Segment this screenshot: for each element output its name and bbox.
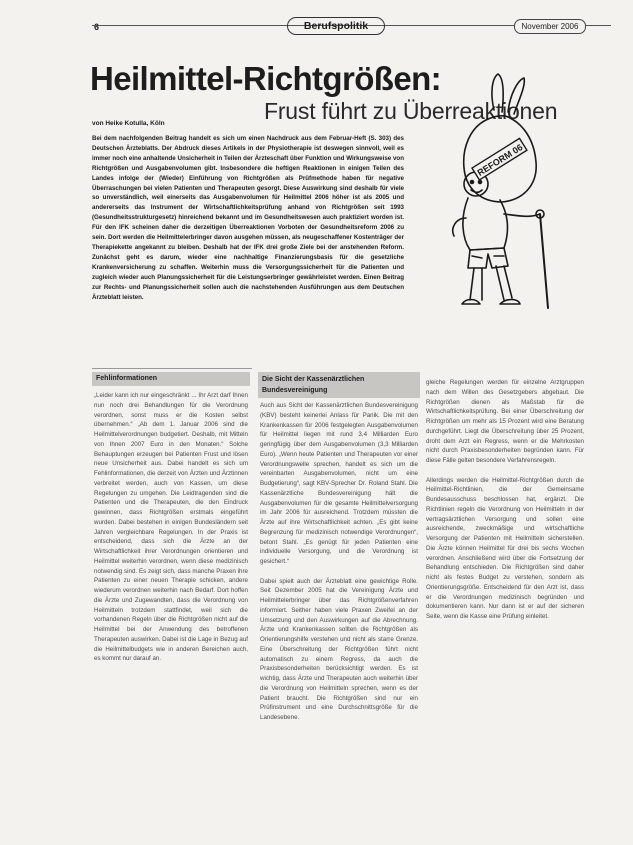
column-3 [426,378,584,622]
column-2 [260,401,418,723]
cartoon-illustration [420,68,580,323]
article-subtitle: Frust führt zu Überreaktionen [264,98,558,124]
cartoon-torso [463,198,508,250]
article-byline: von Heike Kotulla, Köln [92,120,165,127]
issue-date: November 2006 [514,19,586,34]
sack-label: REFORM 06 [475,142,525,178]
col3-paragraph: Allerdings werden die Heilmittel-Richtgrößen durch die Heilmittel-Richtlinien, die der Gemeinsame Bundesausschuss beschlossen hat, ergänzt. Die Richtlinien regeln die Verordnung von Heilmitteln in der vertragsärztlichen Versorgung und sollen eine ausreichende, zweckmäßige und wirtschaftliche Versorgung der Patienten mit Heilmitteln sicherstellen. Die Ärzte können Heilmittel für drei bis sechs Wochen verordnen. Anschließend wird über die Fortsetzung der Behandlung entschieden. Die Richtgrößen sind daher nicht als festes Budget zu verstehen, sondern als Orientierungsgröße. Entscheidend für den Arzt ist, dass er die Verordnungen medizinisch begründen und dokumentieren kann. Nur dann ist er auf der sicheren Seite, wenn die Kasse eine Prüfung einleitet. [426,476,584,620]
col2-paragraph: Auch aus Sicht der Kassenärztlichen Bundesvereinigung (KBV) besteht keinerlei Anlass für Panik. Die mit den Krankenkassen für 2006 festgelegten Ausgabenvolumen für Heilmittel liegen mit rund 3,4 Milliarden Euro geringfügig über dem Ausgabenvolumen (3,3 Milliarden Euro). „Wenn heute Patienten und Therapeuten vor einer Verordnungswelle sprechen, handelt es sich um die vereinbarten Ausgabenvolumen, nicht um eine Budgetierung“, sagt KBV-Sprecher Dr. Roland Stahl. Die Kassenärztliche Bundesvereinigung hält die Ausgabenvolumen für die gesamte Heilmittelversorgung im Jahr 2006 für ausreichend. Trotzdem müssten die Ärzte auf ihre Wirtschaftlichkeit achten. „Es gibt keine Begrenzung für medizinisch notwendige Verordnungen“, betont Stahl. „Es genügt für jeden Patienten eine individuelle Versorgung, und die Verordnung ist gesichert.“ [260,402,418,565]
col1-heading: Fehlinformationen [92,372,250,386]
page-number: 6 [94,22,100,32]
column-1 [94,391,248,664]
col2-paragraph: Dabei spielt auch der Ärzteblatt eine gewichtige Rolle. Seit Dezember 2005 hat die Vereinigung Ärzte und Heilmittelerbringer über das Richtgrößenverfahren informiert. Seither haben viele Praxen Zweifel an der Umsetzung und den Auswirkungen auf die Abrechnung. Ärzte und Krankenkassen sollten die Richtgrößen als Orientierungshilfe verstehen und nicht als starre Grenze. Eine Überschreitung der Richtgrößen führt nicht automatisch zu einem Regress, da auch die Praxisbesonderheiten berücksichtigt werden. Es ist wichtig, dass Ärzte und Therapeuten auch weiterhin über die Verordnung von Heilmitteln sprechen, wenn es der Patient braucht. Die Richtgrößen sind nur ein Prüfinstrument und eine Durchschnittsgröße für die Landesebene. [260,577,418,721]
section-label: Berufspolitik [287,17,385,35]
col1-paragraph: „Leider kann ich nur eingeschränkt ... Ihr Arzt darf Ihnen nun noch drei Behandlungen für die Verordnung verordnen, sonst muss er die Kosten selbst übernehmen.“ „Ab dem 1. Januar 2006 sind die Heilmittelverordnungen budgetiert. Deshalb, mit Mitteln von Ihnen 2007 Euro in den Monaten.“ Solche Behauptungen erzeugen bei Patienten Frust und lösen neue Unsicherheit aus. Dabei handelt es sich um Fehlinformationen, die derzeit von Ärzten und Ärztinnen verbreitet werden, auch von Kassen, um diese Regelungen zu umgehen. Die Leidtragenden sind die Patienten und die Therapeuten, die den Eindruck gewinnen, dass Richtgrößen erstmals eingeführt wurden. Dabei bestehen in einigen Bundesländern seit Jahren vergleichbare Regelungen. In der Praxis ist entscheidend, dass sich die Ärzte an der Wirtschaftlichkeit ihrer Verordnungen orientieren und Heilmittel weiterhin verordnen, wenn diese medizinisch notwendig sind. Es zeigt sich, dass manche Praxen ihre Patienten zu einer neuen Therapie schicken, andere wiederum verordnen weiterhin nach Bedarf. Dort hoffen die Ärzte und Zugewandten, dass die Verordnung von Heilmitteln trotzdem stattfindet, weil sich die vorhandenen Regeln über die Richtgrößen nicht auf die Heilmittel bei der Anwendung des betroffenen Therapeuten auswirken. Dabei ist die Lage in Bezug auf die Heilmittelbudgets wie in anderen Bereichen auch, es kommt nur darauf an. [94,392,248,663]
article-title: Heilmittel-Richtgrößen: [90,60,442,97]
cartoon-legs [470,266,512,300]
sack-ear-right [508,78,524,114]
sack-ear-left [492,74,503,112]
col2-heading: Die Sicht der Kassenärztlichen Bundesvereinigung [258,372,420,398]
walking-stick [540,214,548,308]
col3-paragraph: gleiche Regelungen werden für einzelne Arztgruppen nach dem Willen des Gesetzgebers abgebaut. Die Richtgrößen dienen als Maßstab für die Wirtschaftlichkeitsprüfung. Bei einer Überschreitung der Richtgrößen um mehr als 15 Prozent wird eine Beratung durchgeführt. Liegt die Überschreitung über 25 Prozent, droht dem Arzt ein Regress, wenn er die Mehrkosten nicht durch Praxisbesonderheiten begründen kann. Für diese Fälle gelten besondere Verfahrensregeln. [426,379,584,464]
column-rule [92,368,252,369]
article-lead: Bei dem nachfolgenden Beitrag handelt es sich um einen Nachdruck aus dem Februar-Heft (S. 303) des Deutschen Ärzteblatts. Der Abdruck dieses Artikels in der Physiotherapie ist deswegen sinnvoll, weil es immer noch eine anhaltende Unsicherheit in Teilen der Ärzteschaft über Funktion und Wirkungsweise von Richtgrößen und Ausgabenvolumen gibt. Insbesondere die heftigen Reaktionen in einigen Teilen des Landes infolge der (Wieder) Einführung von Richtgrößen als Prüfmethode haben für negative Überraschungen bei vielen Patienten und Therapeuten gesorgt. Diese Auswirkung sind deshalb für viele so unverständlich, weil einerseits das Ausgabenvolumen für Heilmittel 2006 höher ist als 2005 und andererseits das Instrument der Wirtschaftlichkeitsprüfung anhand von Richtgrößen seit 1993 (Gesundheitsstrukturgesetz) hinreichend bekannt und im Gesundheitswesen auch praktiziert worden ist. Für den IFK scheinen daher die derzeitigen Überreaktionen Vorboten der Gesundheitsreform 2006 zu sein. Dort werden die Heilmittelerbringer davon ausgehen müssen, als neugeschaffener Kostenträger der Therapiekette angekannt zu bleiben. Deshalb hat der IFK drei große Ziele bei der anstehenden Reform. Zunächst geht es darum, wieder eine nachhaltige Finanzierungsbasis für die gesetzliche Krankenversicherung zu schaffen. Weiterhin muss die Versorgungssicherheit für die Patienten und zugleich wieder auch Planungssicherheit für die Leistungserbringer gewährleistet werden. Einen Beitrag zur Rechts- und Planungssicherheit sollen auch die nachstehenden Ausführungen aus dem Deutschen Ärzteblatt leisten. [92,135,404,301]
